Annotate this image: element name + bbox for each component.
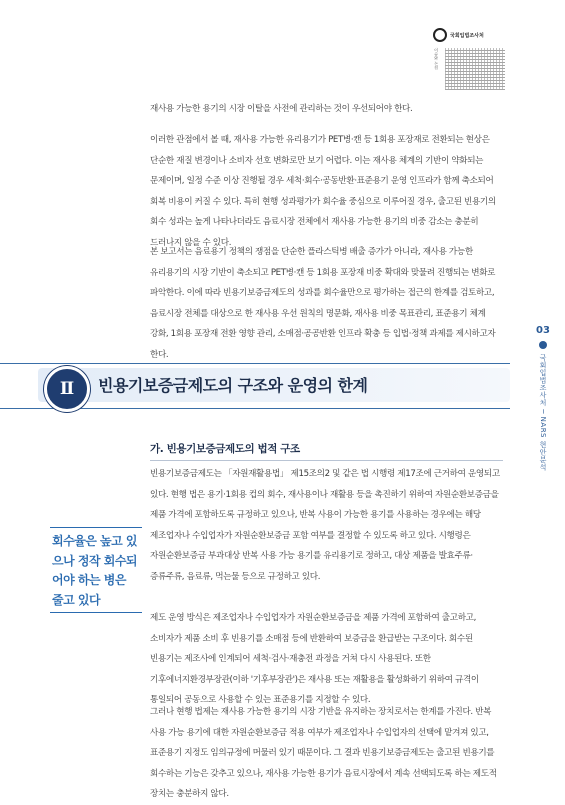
section-numeral-badge: Ⅱ xyxy=(44,366,90,412)
subsection-divider xyxy=(150,460,503,461)
section-paragraph-1: 빈용기보증금제도는 「자원재활용법」 제15조의2 및 같은 법 시행령 제17조에 근거하여 운영되고 있다. 현행 법은 용기·1회용 컵의 회수, 재사용이나 재활용 등을 촉진하기 위하여 자원순환보증금을 제품 가격에 포함하도록 규정하고 있으나, 반복 사용이 가능한 용기를 사용하는 경우에는 해당 제조업자나 수입업자가 자원순환보증금 포함 여부를 결정할 수 있도록 하고 있다. 시행령은 자원순환보증금 부과대상 반복 사용 가능 용기를 유리용기로 정하고, 대상 제품을 발효주류·증류주류, 음료류, 먹는물 등으로 규정하고 있다. xyxy=(150,469,500,582)
publisher-name: 국회입법조사처 xyxy=(450,32,484,39)
side-tab xyxy=(531,325,555,471)
section-title: 빈용기보증금제도의 구조와 운영의 한계 xyxy=(98,376,368,395)
pullquote-rule-top xyxy=(50,527,142,528)
publisher-emblem-icon xyxy=(433,28,447,42)
pullquote: 회수율은 높고 있으나 정작 회수되어야 하는 병은 줄고 있다 xyxy=(52,534,138,607)
body-paragraph-3: 본 보고서는 음료용기 정책의 쟁점을 단순한 플라스틱병 배출 증가가 아니라, 재사용 가능한 유리용기의 시장 기반이 축소되고 PET병·캔 등 1회용 포장재 비중 확대와 맞물려 진행되는 변화로 파악한다. 이에 따라 빈용기보증금제도의 성과를 회수율만으로 평가하는 접근의 한계를 검토하고, 음료시장 전체를 대상으로 한 재사용 우선 원칙의 명문화, 재사용 비중 목표관리, 표준용기 체계 강화, 1회용 포장재 전환 영향 관리, 소매점·공공반환 인프라 확충 등 입법·정책 과제를 제시하고자 한다. xyxy=(150,247,496,360)
side-running-label: 국회입법조사처 ─ NARS 현안분석 xyxy=(539,354,547,471)
section-paragraph-2: 제도 운영 방식은 제조업자나 수입업자가 자원순환보증금을 제품 가격에 포함하여 출고하고, 소비자가 제품 소비 후 빈용기를 소매점 등에 반환하여 보증금을 환급받는 구조이다. 회수된 빈용기는 제조사에 인계되어 세척·검사·재충전 과정을 거쳐 다시 사용된다. 또한 기후에너지환경부장관(이하 '기후부장관')은 재사용 또는 재활용을 활성화하기 위하여 규격이 통일되어 공동으로 사용할 수 있는 표준용기를 지정할 수 있다. xyxy=(150,613,479,705)
publisher-logo-block xyxy=(433,28,513,90)
subsection-title: 가. 빈용기보증금제도의 법적 구조 xyxy=(150,443,300,455)
side-dot-icon xyxy=(539,341,547,349)
page-number: 03 xyxy=(536,325,550,336)
qr-code-icon xyxy=(445,48,505,90)
series-tag: 이슈와 논점 xyxy=(434,48,439,70)
pullquote-rule-bottom xyxy=(50,612,142,613)
body-paragraph-1: 재사용 가능한 용기의 시장 이탈을 사전에 관리하는 것이 우선되어야 한다. xyxy=(150,104,413,114)
body-paragraph-2: 이러한 관점에서 볼 때, 재사용 가능한 유리용기가 PET병·캔 등 1회용 포장재로 전환되는 현상은 단순한 재질 변경이나 소비자 선호 변화로만 보기 어렵다. 이는 재사용 체계의 기반이 약화되는 문제이며, 일정 수준 이상 진행될 경우 세척·회수·공동반환·표준용기 운영 인프라가 함께 축소되어 회복 비용이 커질 수 있다. 특히 현행 성과평가가 회수율 중심으로 이루어질 경우, 출고된 빈용기의 회수 성과는 높게 나타나더라도 음료시장 전체에서 재사용 가능한 용기의 비중 감소는 충분히 드러나지 않을 수 있다. xyxy=(150,135,496,248)
section-paragraph-3: 그러나 현행 법제는 재사용 가능한 용기의 시장 기반을 유지하는 장치로서는 한계를 가진다. 반복 사용 가능 용기에 대한 자원순환보증금 적용 여부가 제조업자나 수입업자의 선택에 맡겨져 있고, 표준용기 지정도 임의규정에 머물러 있기 때문이다. 그 결과 빈용기보증금제도는 출고된 빈용기를 회수하는 기능은 갖추고 있으나, 재사용 가능한 용기가 음료시장에서 계속 선택되도록 하는 제도적 장치는 충분하지 않다. xyxy=(150,707,497,799)
